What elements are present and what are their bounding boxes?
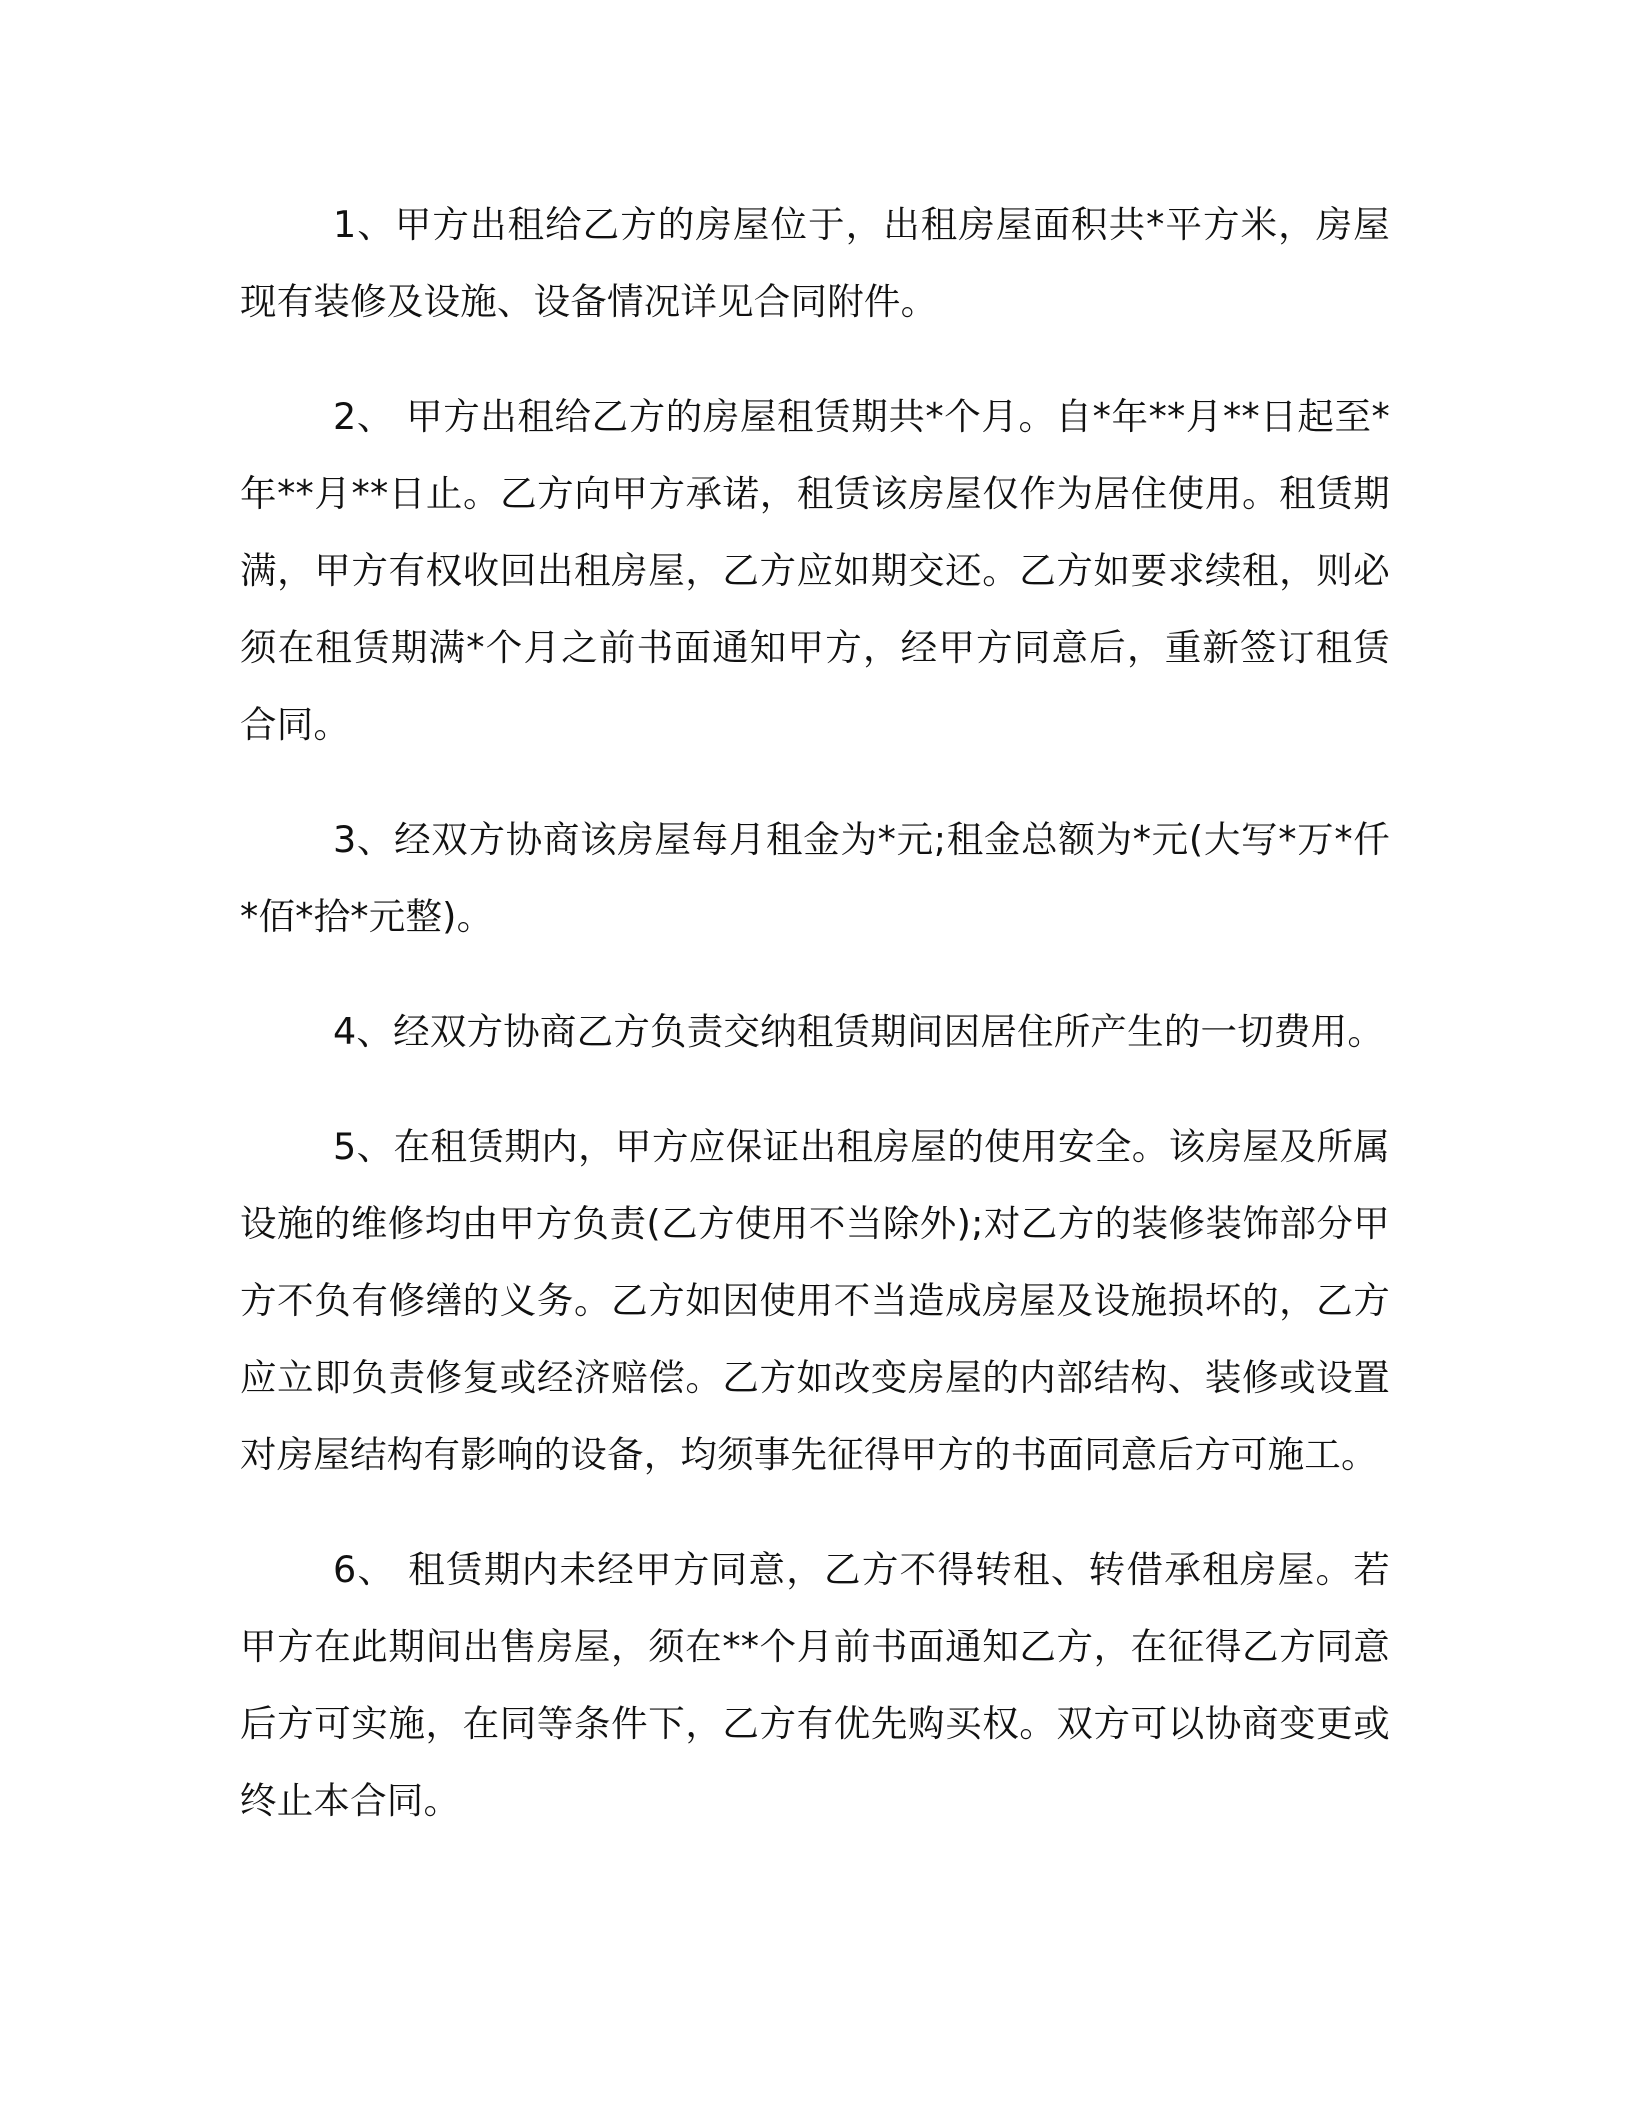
- clause-5: 5、在租赁期内，甲方应保证出租房屋的使用安全。该房屋及所属设施的维修均由甲方负责(乙方使用不当除外);对乙方的装修装饰部分甲方不负有修缮的义务。乙方如因使用不当造成房屋及设施损坏的，乙方应立即负责修复或经济赔偿。乙方如改变房屋的内部结构、装修或设置对房屋结构有影响的设备，均须事先征得甲方的书面同意后方可施工。: [240, 1125, 1390, 1476]
- clause-4: 4、经双方协商乙方负责交纳租赁期间因居住所产生的一切费用。: [333, 1010, 1385, 1053]
- document-body: [240, 186, 1390, 1877]
- clause-6: 6、 租赁期内未经甲方同意，乙方不得转租、转借承租房屋。若甲方在此期间出售房屋，须在**个月前书面通知乙方，在征得乙方同意后方可实施，在同等条件下，乙方有优先购买权。双方可以协商变更或终止本合同。: [240, 1548, 1390, 1822]
- clause-3: 3、经双方协商该房屋每月租金为*元;租金总额为*元(大写*万*仟*佰*拾*元整)。: [240, 818, 1390, 938]
- clause-1: 1、甲方出租给乙方的房屋位于，出租房屋面积共*平方米，房屋现有装修及设施、设备情况详见合同附件。: [240, 203, 1390, 323]
- clause-2: 2、 甲方出租给乙方的房屋租赁期共*个月。自*年**月**日起至*年**月**日止。乙方向甲方承诺，租赁该房屋仅作为居住使用。租赁期满，甲方有权收回出租房屋，乙方应如期交还。乙方如要求续租，则必须在租赁期满*个月之前书面通知甲方，经甲方同意后，重新签订租赁合同。: [240, 395, 1390, 746]
